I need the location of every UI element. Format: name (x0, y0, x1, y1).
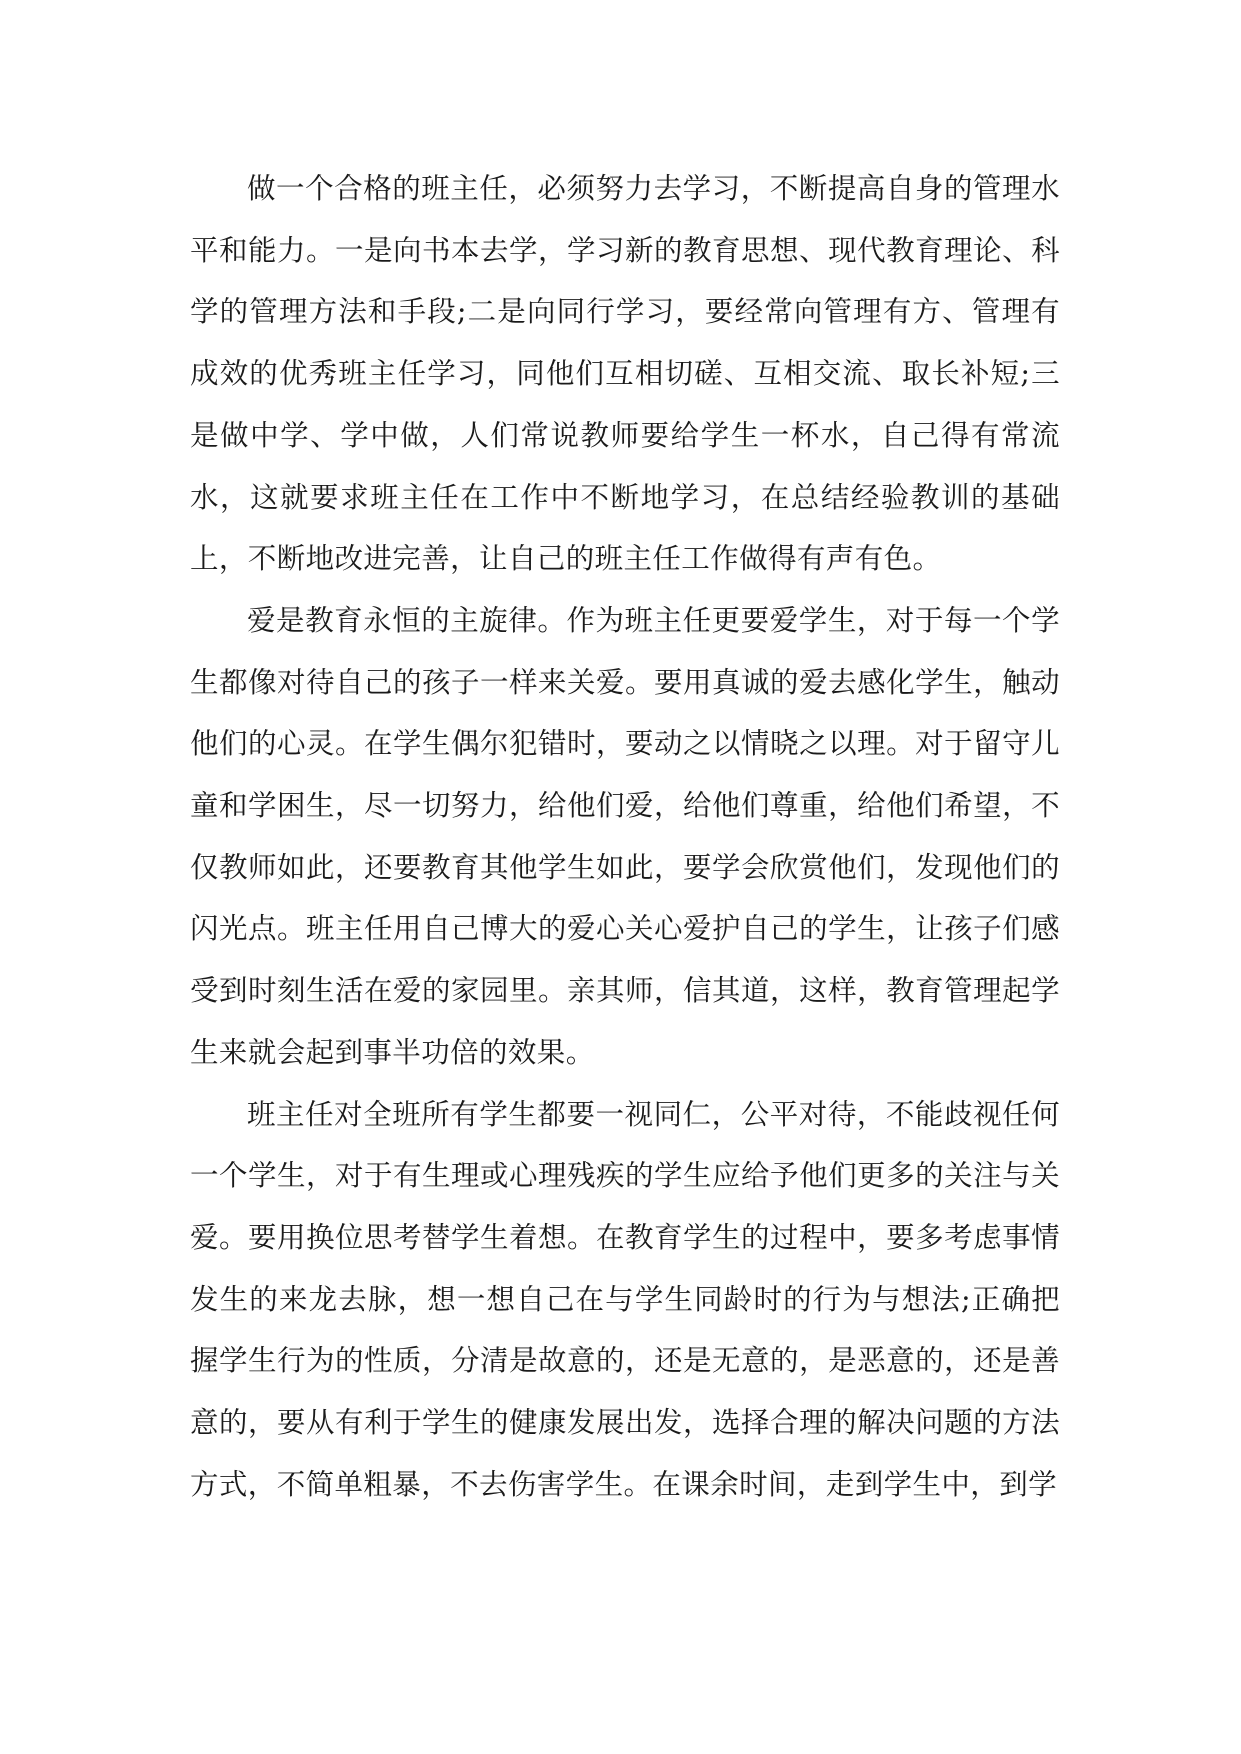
paragraph-1: 做一个合格的班主任，必须努力去学习，不断提高自身的管理水平和能力。一是向书本去学，学习新的教育思想、现代教育理论、科学的管理方法和手段;二是向同行学习，要经常向管理有方、管理有成效的优秀班主任学习，同他们互相切磋、互相交流、取长补短;三是做中学、学中做，人们常说教师要给学生一杯水，自己得有常流水，这就要求班主任在工作中不断地学习，在总结经验教训的基础上，不断地改进完善，让自己的班主任工作做得有声有色。 (190, 172, 1060, 576)
paragraph-3: 班主任对全班所有学生都要一视同仁，公平对待，不能歧视任何一个学生，对于有生理或心理残疾的学生应给予他们更多的关注与关爱。要用换位思考替学生着想。在教育学生的过程中，要多考虑事情发生的来龙去脉，想一想自己在与学生同龄时的行为与想法;正确把握学生行为的性质，分清是故意的，还是无意的，是恶意的，还是善意的，要从有利于学生的健康发展出发，选择合理的解决问题的方法方式，不简单粗暴，不去伤害学生。在课余时间，走到学生中，到学 (190, 1097, 1060, 1501)
paragraph-2: 爱是教育永恒的主旋律。作为班主任更要爱学生，对于每一个学生都像对待自己的孩子一样来关爱。要用真诚的爱去感化学生，触动他们的心灵。在学生偶尔犯错时，要动之以情晓之以理。对于留守儿童和学困生，尽一切努力，给他们爱，给他们尊重，给他们希望，不仅教师如此，还要教育其他学生如此，要学会欣赏他们，发现他们的闪光点。班主任用自己博大的爱心关心爱护自己的学生，让孩子们感受到时刻生活在爱的家园里。亲其师，信其道，这样，教育管理起学生来就会起到事半功倍的效果。 (190, 603, 1060, 1069)
document-body (190, 158, 1060, 1515)
